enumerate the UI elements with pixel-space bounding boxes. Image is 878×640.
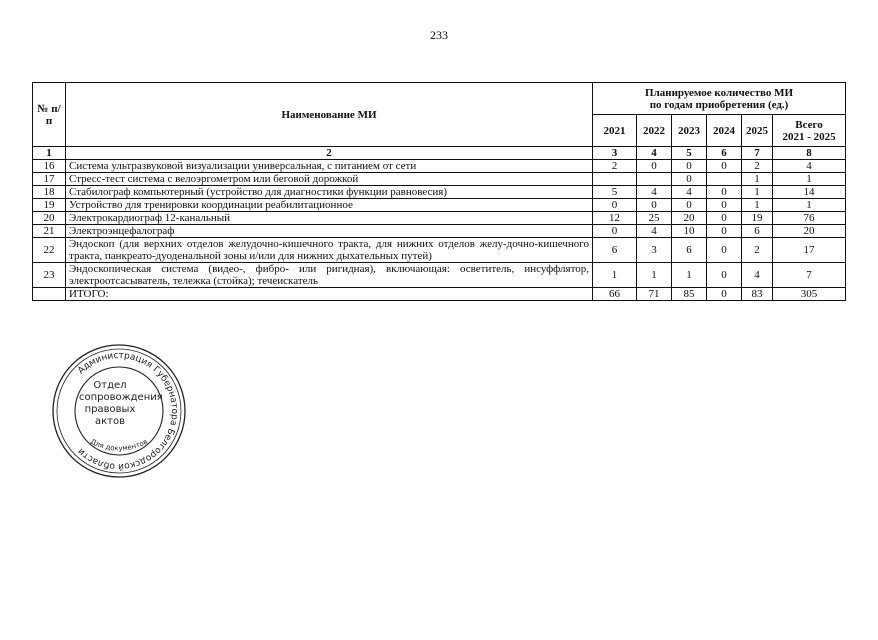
row-value: 10: [672, 225, 707, 238]
row-name: Эндоскопическая система (видео-, фибро- или ригидная), включающая: осветитель, инсуффлятор, электроотсасыватель, тележка (стойка); течеискатель: [66, 263, 593, 288]
column-number: 1: [33, 147, 66, 160]
total-value: 66: [593, 288, 637, 301]
row-name: Электроэнцефалограф: [66, 225, 593, 238]
header-planned-line1: Планируемое количество МИ: [645, 86, 794, 99]
total-value: 83: [742, 288, 773, 301]
row-value: 19: [742, 212, 773, 225]
page-number: 233: [430, 28, 448, 42]
row-value: 0: [672, 173, 707, 186]
header-num: № п/п: [33, 83, 66, 147]
row-value: 0: [672, 199, 707, 212]
row-value: 6: [593, 238, 637, 263]
header-planned: [593, 83, 846, 115]
column-number: 6: [707, 147, 742, 160]
row-num: 19: [33, 199, 66, 212]
header-total: [773, 115, 846, 147]
total-value: 71: [637, 288, 672, 301]
stamp-ring-text: Администрация Губернатора Белгородской области: [76, 350, 180, 472]
row-value: 0: [637, 199, 672, 212]
row-num: 22: [33, 238, 66, 263]
row-name: Система ультразвуковой визуализации универсальная, с питанием от сети: [66, 160, 593, 173]
row-value: 0: [593, 225, 637, 238]
row-value: 1: [742, 199, 773, 212]
column-number: 3: [593, 147, 637, 160]
stamp-center-line: сопровождения: [79, 392, 163, 403]
table-row: [33, 263, 846, 288]
column-number: 2: [66, 147, 593, 160]
header-planned-line2: по годам приобретения (ед.): [649, 98, 789, 111]
row-value: 0: [707, 225, 742, 238]
row-value: [707, 173, 742, 186]
equipment-table: [32, 82, 846, 301]
row-value: 3: [637, 238, 672, 263]
row-value: 0: [593, 199, 637, 212]
table-row: [33, 199, 846, 212]
row-value: 4: [672, 186, 707, 199]
row-value: 6: [742, 225, 773, 238]
row-value: 0: [672, 160, 707, 173]
row-total: 7: [773, 263, 846, 288]
header-name: Наименование МИ: [66, 83, 593, 147]
row-value: 25: [637, 212, 672, 225]
row-value: 1: [672, 263, 707, 288]
row-num: 20: [33, 212, 66, 225]
header-total-line2: 2021 - 2025: [782, 130, 836, 143]
row-value: 1: [742, 186, 773, 199]
row-value: 2: [593, 160, 637, 173]
row-num: 18: [33, 186, 66, 199]
stamp-center-line: актов: [94, 416, 125, 427]
header-year: 2022: [637, 115, 672, 147]
header-year: 2021: [593, 115, 637, 147]
row-value: 0: [637, 160, 672, 173]
column-number: 7: [742, 147, 773, 160]
row-num: 21: [33, 225, 66, 238]
row-value: 0: [707, 263, 742, 288]
total-row: [33, 288, 846, 301]
total-value: 0: [707, 288, 742, 301]
row-value: 0: [707, 160, 742, 173]
stamp-sub-text: Для документов: [89, 437, 149, 453]
row-total: 4: [773, 160, 846, 173]
row-total: 20: [773, 225, 846, 238]
total-label: ИТОГО:: [66, 288, 593, 301]
row-name: Устройство для тренировки координации реабилитационное: [66, 199, 593, 212]
row-value: 1: [742, 173, 773, 186]
header-year: 2024: [707, 115, 742, 147]
row-name: Электрокардиограф 12-канальный: [66, 212, 593, 225]
row-value: [593, 173, 637, 186]
row-value: 4: [637, 186, 672, 199]
total-value: 85: [672, 288, 707, 301]
stamp-center: [79, 380, 163, 428]
row-value: 5: [593, 186, 637, 199]
row-value: 0: [707, 212, 742, 225]
row-total: 14: [773, 186, 846, 199]
table-row: [33, 212, 846, 225]
table-row: [33, 173, 846, 186]
column-number: 5: [672, 147, 707, 160]
stamp-center-line: правовых: [84, 404, 136, 415]
row-value: 2: [742, 160, 773, 173]
row-value: 20: [672, 212, 707, 225]
row-value: 2: [742, 238, 773, 263]
header-year: 2023: [672, 115, 707, 147]
row-value: 0: [707, 238, 742, 263]
row-value: 6: [672, 238, 707, 263]
row-value: 4: [637, 225, 672, 238]
row-num: 23: [33, 263, 66, 288]
row-name: Эндоскоп (для верхних отделов желудочно-кишечного тракта, для нижних отделов желу-дочно-кишечного тракта, панкрeато-дуоденальной зоны и/или для нижних дыхательных путей): [66, 238, 593, 263]
total-row-empty: [33, 288, 66, 301]
row-name: Стабилограф компьютерный (устройство для диагностики функции равновесия): [66, 186, 593, 199]
column-number-row: [33, 147, 846, 160]
row-value: 1: [593, 263, 637, 288]
table-row: [33, 225, 846, 238]
row-total: 1: [773, 199, 846, 212]
row-value: 4: [742, 263, 773, 288]
row-total: 1: [773, 173, 846, 186]
header-total-line1: Всего: [795, 118, 823, 131]
stamp-center-line: Отдел: [93, 380, 127, 391]
column-number: 8: [773, 147, 846, 160]
row-total: 76: [773, 212, 846, 225]
header-year: 2025: [742, 115, 773, 147]
column-number: 4: [637, 147, 672, 160]
row-value: 0: [707, 186, 742, 199]
row-value: 1: [637, 263, 672, 288]
row-total: 17: [773, 238, 846, 263]
row-value: 12: [593, 212, 637, 225]
table-row: [33, 238, 846, 263]
row-num: 17: [33, 173, 66, 186]
table-row: [33, 160, 846, 173]
row-value: [637, 173, 672, 186]
row-value: 0: [707, 199, 742, 212]
total-value: 305: [773, 288, 846, 301]
row-num: 16: [33, 160, 66, 173]
row-name: Стресс-тест система с велоэргометром или беговой дорожкой: [66, 173, 593, 186]
table-row: [33, 186, 846, 199]
